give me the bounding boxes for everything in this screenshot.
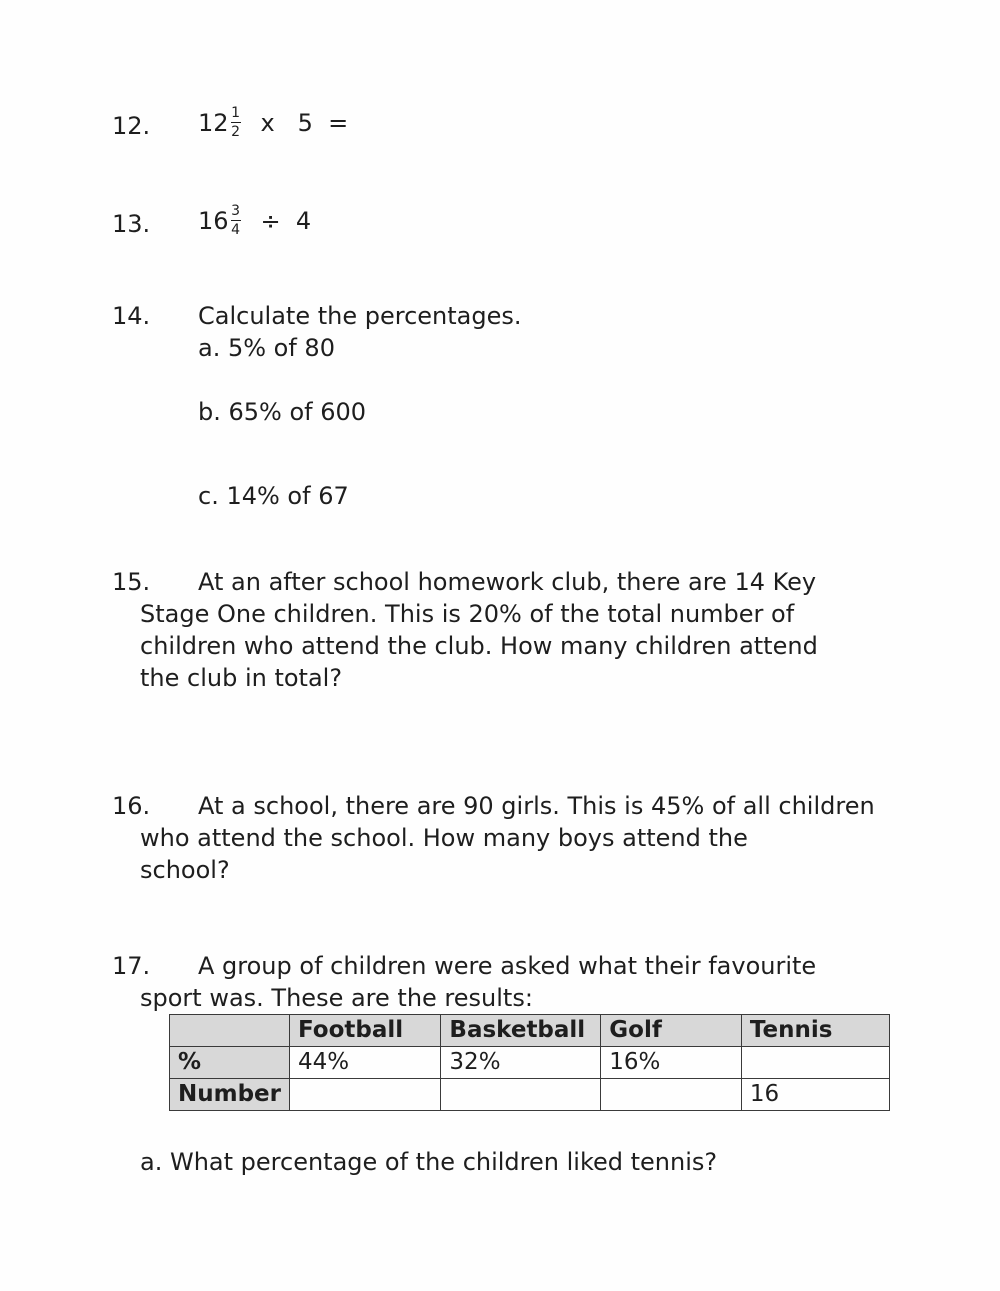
question-15-number: 15.: [112, 568, 151, 596]
question-14-number: 14.: [112, 302, 151, 330]
table-cell: 32%: [441, 1047, 601, 1079]
table-row-label: %: [170, 1047, 290, 1079]
table-header-cell: [170, 1015, 290, 1047]
sports-results-table: [169, 1014, 890, 1111]
question-15-line: At an after school homework club, there are 14 Key: [198, 568, 817, 596]
table-cell: 44%: [290, 1047, 441, 1079]
question-12-number: 12.: [112, 112, 151, 140]
question-13-expression: [198, 204, 311, 237]
q13-whole: 16: [198, 206, 229, 235]
table-row: [170, 1047, 890, 1079]
table-cell: [601, 1079, 742, 1111]
question-13-number: 13.: [112, 210, 151, 238]
question-16-number: 16.: [112, 792, 151, 820]
q12-numerator: 1: [231, 105, 240, 121]
table-row-label: Number: [170, 1079, 290, 1111]
q13-fraction: [231, 204, 241, 237]
table-header-cell: Tennis: [741, 1015, 889, 1047]
question-16-line: At a school, there are 90 girls. This is 45% of all children: [198, 792, 875, 820]
question-17-line: sport was. These are the results:: [140, 984, 533, 1012]
table-cell: [441, 1079, 601, 1111]
table-header-cell: Golf: [601, 1015, 742, 1047]
q12-denominator: 2: [231, 124, 240, 140]
q13-denominator: 4: [231, 222, 240, 238]
table-cell: 16%: [601, 1047, 742, 1079]
table-row: [170, 1079, 890, 1111]
q12-whole: 12: [198, 108, 229, 137]
question-15-line: the club in total?: [140, 664, 343, 692]
q12-operation: x 5 =: [260, 108, 349, 137]
question-16-line: who attend the school. How many boys attend the: [140, 824, 748, 852]
table-cell: [741, 1047, 889, 1079]
table-header-cell: Basketball: [441, 1015, 601, 1047]
q12-fraction: [231, 106, 241, 139]
table-cell: [290, 1079, 441, 1111]
table-header-row: [170, 1015, 890, 1047]
question-12-expression: [198, 106, 348, 139]
table-cell: 16: [741, 1079, 889, 1111]
q13-operation: ÷ 4: [260, 206, 312, 235]
question-15-line: Stage One children. This is 20% of the total number of: [140, 600, 795, 628]
question-15-line: children who attend the club. How many children attend: [140, 632, 818, 660]
question-17-number: 17.: [112, 952, 151, 980]
question-14-part-b: b. 65% of 600: [198, 398, 367, 426]
question-16-line: school?: [140, 856, 230, 884]
question-14-prompt: Calculate the percentages.: [198, 302, 522, 330]
q13-numerator: 3: [231, 203, 240, 219]
table-header-cell: Football: [290, 1015, 441, 1047]
question-14-part-a: a. 5% of 80: [198, 334, 335, 362]
question-17-line: A group of children were asked what their favourite: [198, 952, 817, 980]
question-14-part-c: c. 14% of 67: [198, 482, 349, 510]
question-17-part-a: a. What percentage of the children liked tennis?: [140, 1148, 718, 1176]
